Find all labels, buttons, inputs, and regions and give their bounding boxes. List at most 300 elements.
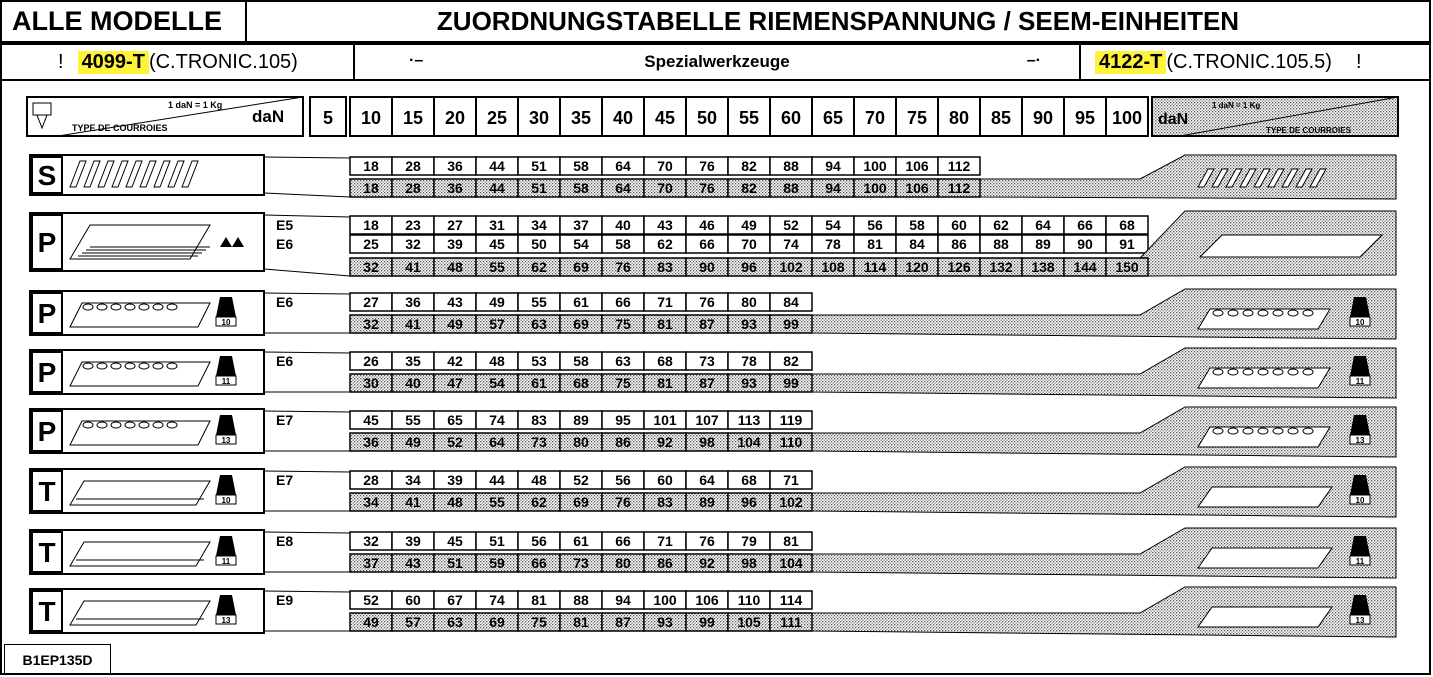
tension-value: 78 (825, 236, 841, 252)
engine-code: E5 (276, 217, 294, 233)
tension-value: 55 (489, 494, 505, 510)
tension-value: 45 (489, 236, 505, 252)
engine-code: E6 (276, 294, 294, 310)
tension-value: 96 (741, 259, 757, 275)
belt-tooth (139, 304, 149, 310)
trapezoid-belt-icon (1198, 548, 1332, 568)
tension-value: 66 (531, 555, 547, 571)
tension-value: 42 (447, 353, 463, 369)
tension-value: 68 (741, 472, 757, 488)
tension-value: 28 (363, 472, 379, 488)
tension-value: 49 (489, 294, 505, 310)
belt-tooth (1228, 369, 1238, 375)
tension-value: 36 (405, 294, 421, 310)
tool-ref-left: (C.TRONIC.105) (148, 50, 298, 73)
tension-value: 76 (699, 158, 715, 174)
profile-width: 11 (1355, 377, 1365, 386)
belt-tooth (1258, 369, 1268, 375)
tension-value: 80 (573, 434, 589, 450)
tension-value: 57 (405, 614, 421, 630)
tension-value: 132 (989, 259, 1013, 275)
belt-tooth (1273, 310, 1283, 316)
tools-heading: Spezialwerkzeuge (644, 52, 790, 71)
belt-tooth (1303, 369, 1313, 375)
tension-value: 92 (699, 555, 715, 571)
tension-value: 68 (657, 353, 673, 369)
tension-value: 44 (489, 158, 505, 174)
trapezoid-belt-icon (70, 601, 210, 625)
tension-value: 52 (573, 472, 589, 488)
tension-value: 32 (363, 259, 379, 275)
tension-value: 81 (531, 592, 547, 608)
scale-value: 90 (1032, 108, 1054, 128)
belt-tooth (1213, 428, 1223, 434)
tension-value: 58 (573, 158, 589, 174)
tension-value: 40 (615, 217, 631, 233)
profile-width: 10 (221, 496, 231, 505)
tension-value: 49 (405, 434, 421, 450)
tension-value: 44 (489, 180, 505, 196)
tension-value: 70 (741, 236, 757, 252)
scale-value: 85 (990, 108, 1012, 128)
engine-code: E6 (276, 236, 294, 252)
belt-tooth (83, 304, 93, 310)
tension-value: 67 (447, 592, 463, 608)
tension-value: 138 (1031, 259, 1055, 275)
tension-value: 83 (531, 412, 547, 428)
tension-value: 111 (780, 614, 802, 630)
tension-value: 36 (447, 180, 463, 196)
tension-value: 48 (447, 259, 463, 275)
tension-value: 51 (447, 555, 463, 571)
tension-value: 36 (363, 434, 379, 450)
tension-value: 60 (657, 472, 673, 488)
tension-value: 51 (531, 158, 547, 174)
tension-value: 55 (531, 294, 547, 310)
tension-value: 87 (699, 375, 715, 391)
belt-tooth (1288, 428, 1298, 434)
tension-value: 74 (783, 236, 799, 252)
tension-value: 76 (699, 533, 715, 549)
warning-mark: ! (58, 50, 64, 73)
tension-value: 110 (737, 592, 761, 608)
tension-value: 28 (405, 180, 421, 196)
tension-value: 58 (573, 180, 589, 196)
scale-value: 70 (864, 108, 886, 128)
belt-tooth (1258, 428, 1268, 434)
tension-value: 99 (783, 316, 799, 332)
belt-letter: S (37, 160, 57, 191)
tension-value: 23 (405, 217, 421, 233)
tension-value: 80 (741, 294, 757, 310)
tension-value: 64 (615, 158, 631, 174)
engine-code: E7 (276, 472, 294, 488)
tension-value: 49 (741, 217, 757, 233)
profile-width: 11 (221, 557, 231, 566)
tension-value: 53 (531, 353, 547, 369)
tension-value: 82 (741, 158, 757, 174)
tension-value: 57 (489, 316, 505, 332)
trapezoid-belt-icon (70, 481, 210, 505)
belt-tooth (153, 304, 163, 310)
scale-value: 60 (780, 108, 802, 128)
tension-value: 73 (531, 434, 547, 450)
belt-tooth (1303, 310, 1313, 316)
tension-value: 54 (825, 217, 841, 233)
tension-value: 37 (363, 555, 379, 571)
connector-line (264, 157, 350, 158)
tension-value: 150 (1115, 259, 1139, 275)
belt-tooth (1288, 310, 1298, 316)
profile-width: 13 (221, 436, 231, 445)
tension-value: 32 (405, 236, 421, 252)
belt-tooth (1213, 369, 1223, 375)
tension-value: 32 (363, 316, 379, 332)
profile-width: 13 (1355, 616, 1365, 625)
belt-tooth (83, 422, 93, 428)
tension-value: 102 (779, 494, 803, 510)
tension-value: 56 (615, 472, 631, 488)
tension-value: 91 (1119, 236, 1135, 252)
page-title: ZUORDNUNGSTABELLE RIEMENSPANNUNG / SEEM-EINHEITEN (245, 0, 1431, 43)
tension-value: 26 (363, 353, 379, 369)
scale-value: 55 (738, 108, 760, 128)
tension-value: 40 (405, 375, 421, 391)
tension-value: 106 (695, 592, 719, 608)
tension-value: 41 (405, 316, 421, 332)
tension-value: 88 (573, 592, 589, 608)
tension-value: 66 (615, 533, 631, 549)
tension-value: 76 (615, 494, 631, 510)
tension-value: 79 (741, 533, 757, 549)
tension-value: 68 (573, 375, 589, 391)
tension-value: 68 (1119, 217, 1135, 233)
tension-value: 61 (573, 294, 589, 310)
scale-value: 45 (654, 108, 676, 128)
belt-tooth (139, 422, 149, 428)
tension-value: 43 (447, 294, 463, 310)
tension-value: 58 (615, 236, 631, 252)
tension-value: 98 (741, 555, 757, 571)
tension-value: 89 (699, 494, 715, 510)
belt-tooth (1273, 428, 1283, 434)
tension-value: 86 (615, 434, 631, 450)
tension-value: 112 (947, 158, 971, 174)
tension-value: 69 (573, 259, 589, 275)
tension-value: 64 (699, 472, 715, 488)
tension-value: 58 (909, 217, 925, 233)
scale-value: 65 (822, 108, 844, 128)
profile-width: 10 (221, 318, 231, 327)
belt-letter: P (37, 298, 57, 329)
tension-value: 62 (657, 236, 673, 252)
tension-value: 27 (363, 294, 379, 310)
tension-value: 86 (951, 236, 967, 252)
tension-value: 84 (783, 294, 799, 310)
tension-value: 34 (531, 217, 547, 233)
tension-value: 41 (405, 259, 421, 275)
profile-width: 10 (1355, 496, 1365, 505)
models-title: ALLE MODELLE (0, 0, 247, 43)
belt-type-label: TYPE DE COURROIES (72, 123, 168, 133)
tension-value: 94 (825, 158, 841, 174)
trapezoid-belt-icon (1198, 607, 1332, 627)
tension-value: 88 (993, 236, 1009, 252)
belt-tooth (1288, 369, 1298, 375)
belt-tooth (1303, 428, 1313, 434)
belt-tooth (1273, 369, 1283, 375)
scale-value: 35 (570, 108, 592, 128)
tension-value: 37 (573, 217, 589, 233)
tension-value: 45 (363, 412, 379, 428)
tension-value: 81 (657, 375, 673, 391)
tension-value: 70 (657, 158, 673, 174)
tension-value: 76 (615, 259, 631, 275)
tension-value: 74 (489, 592, 505, 608)
tension-value: 62 (531, 259, 547, 275)
tension-value: 65 (447, 412, 463, 428)
tension-value: 56 (867, 217, 883, 233)
tension-value: 93 (741, 375, 757, 391)
tension-value: 83 (657, 259, 673, 275)
tension-value: 71 (657, 533, 673, 549)
tension-value: 114 (779, 592, 803, 608)
tension-value: 63 (531, 316, 547, 332)
tension-value: 62 (531, 494, 547, 510)
belt-tooth (111, 363, 121, 369)
profile-width: 11 (221, 377, 231, 386)
unit-note: 1 daN = 1 Kg (1212, 101, 1261, 110)
tension-value: 25 (363, 236, 379, 252)
tension-value: 99 (699, 614, 715, 630)
belt-tooth (167, 304, 177, 310)
tension-value: 52 (363, 592, 379, 608)
tension-value: 144 (1073, 259, 1097, 275)
belt-tooth (111, 304, 121, 310)
tension-value: 18 (363, 158, 379, 174)
tension-value: 90 (1077, 236, 1093, 252)
tension-value: 105 (737, 614, 761, 630)
scale-value: 10 (360, 108, 382, 128)
tension-value: 73 (573, 555, 589, 571)
tension-value: 106 (905, 180, 929, 196)
belt-tooth (97, 422, 107, 428)
trapezoid-belt-icon (70, 542, 210, 566)
belt-tooth (83, 363, 93, 369)
tension-value: 34 (405, 472, 421, 488)
tension-value: 100 (653, 592, 677, 608)
tension-value: 71 (783, 472, 799, 488)
belt-tooth (1243, 369, 1253, 375)
tool-number-right: 4122-T (1095, 51, 1166, 74)
profile-width: 11 (1355, 557, 1365, 566)
tension-value: 81 (867, 236, 883, 252)
connector-line (264, 269, 350, 276)
tension-value: 55 (489, 259, 505, 275)
tension-value: 50 (531, 236, 547, 252)
tension-value: 61 (573, 533, 589, 549)
poly-v-belt-icon (70, 225, 210, 259)
tension-value: 100 (863, 158, 887, 174)
belt-tooth (1213, 310, 1223, 316)
tension-value: 93 (741, 316, 757, 332)
tension-value: 112 (947, 180, 971, 196)
poly-v-belt-icon (1200, 235, 1382, 257)
tension-value: 75 (615, 375, 631, 391)
tension-value: 44 (489, 472, 505, 488)
tension-value: 99 (783, 375, 799, 391)
tension-value: 66 (1077, 217, 1093, 233)
scale-value: 30 (528, 108, 550, 128)
tension-value: 64 (615, 180, 631, 196)
tension-value: 104 (779, 555, 803, 571)
tension-value: 63 (615, 353, 631, 369)
tension-value: 48 (531, 472, 547, 488)
tension-value: 108 (821, 259, 845, 275)
engine-code: E8 (276, 533, 294, 549)
tension-value: 87 (615, 614, 631, 630)
belt-letter: P (37, 357, 57, 388)
shaded-band (980, 155, 1396, 199)
belt-tooth (97, 304, 107, 310)
tension-value: 69 (489, 614, 505, 630)
tension-value: 74 (489, 412, 505, 428)
tension-value: 78 (741, 353, 757, 369)
scale-value: 95 (1074, 108, 1096, 128)
scale-value: 50 (696, 108, 718, 128)
tension-value: 106 (905, 158, 929, 174)
belt-tooth (125, 422, 135, 428)
tension-value: 98 (699, 434, 715, 450)
tension-value: 43 (657, 217, 673, 233)
belt-type-label: TYPE DE COURROIES (1266, 126, 1351, 135)
tension-value: 89 (573, 412, 589, 428)
unit-note: 1 daN = 1 Kg (168, 100, 223, 110)
belt-tooth (1258, 310, 1268, 316)
engine-code: E9 (276, 592, 294, 608)
tension-value: 94 (615, 592, 631, 608)
tension-value: 55 (405, 412, 421, 428)
tension-value: 28 (405, 158, 421, 174)
belt-tooth (1243, 310, 1253, 316)
tension-value: 81 (657, 316, 673, 332)
tension-value: 52 (447, 434, 463, 450)
scale-value: 20 (444, 108, 466, 128)
tension-value: 69 (573, 316, 589, 332)
belt-tooth (1228, 310, 1238, 316)
belt-tooth (153, 363, 163, 369)
tension-value: 76 (699, 180, 715, 196)
belt-tooth (1243, 428, 1253, 434)
tension-value: 64 (1035, 217, 1051, 233)
tension-value: 102 (779, 259, 803, 275)
scale-value: 25 (486, 108, 508, 128)
tension-value: 51 (489, 533, 505, 549)
trapezoid-belt-icon (1198, 487, 1332, 507)
profile-width: 13 (221, 616, 231, 625)
scale-value: 5 (322, 108, 334, 128)
tension-value: 94 (825, 180, 841, 196)
engine-code: E7 (276, 412, 294, 428)
tension-value: 88 (783, 180, 799, 196)
tension-value: 49 (447, 316, 463, 332)
belt-letter: P (37, 227, 57, 258)
tension-value: 66 (699, 236, 715, 252)
connector-line (264, 193, 350, 197)
belt-tooth (139, 363, 149, 369)
tension-value: 90 (699, 259, 715, 275)
scale-value: 75 (906, 108, 928, 128)
tension-value: 43 (405, 555, 421, 571)
tension-value: 49 (363, 614, 379, 630)
tension-value: 66 (615, 294, 631, 310)
tension-value: 36 (447, 158, 463, 174)
belt-letter: P (37, 416, 57, 447)
tension-value: 87 (699, 316, 715, 332)
tension-value: 107 (695, 412, 719, 428)
tension-value: 41 (405, 494, 421, 510)
unit-label: daN (252, 107, 285, 126)
tension-value: 60 (405, 592, 421, 608)
tension-value: 35 (405, 353, 421, 369)
tension-value: 82 (783, 353, 799, 369)
tension-value: 56 (531, 533, 547, 549)
tension-value: 63 (447, 614, 463, 630)
tension-value: 51 (531, 180, 547, 196)
tension-value: 47 (447, 375, 463, 391)
belt-letter: T (38, 537, 56, 568)
belt-section-icon (33, 103, 51, 115)
unit-label: daN (1158, 111, 1189, 128)
scale-value: 80 (948, 108, 970, 128)
belt-letter: T (38, 596, 56, 627)
tension-value: 100 (863, 180, 887, 196)
tension-value: 31 (489, 217, 505, 233)
tension-value: 119 (779, 412, 803, 428)
tension-value: 58 (573, 353, 589, 369)
tension-value: 54 (489, 375, 505, 391)
belt-tooth (111, 422, 121, 428)
tension-value: 126 (947, 259, 971, 275)
belt-tooth (167, 422, 177, 428)
belt-tooth (125, 363, 135, 369)
tension-value: 110 (779, 434, 803, 450)
tension-value: 69 (573, 494, 589, 510)
tension-value: 83 (657, 494, 673, 510)
tension-value: 92 (657, 434, 673, 450)
tension-value: 39 (447, 236, 463, 252)
tension-value: 64 (489, 434, 505, 450)
tension-value: 88 (783, 158, 799, 174)
tension-value: 61 (531, 375, 547, 391)
dash-left: ·– (409, 52, 424, 69)
warning-mark: ! (1355, 50, 1362, 73)
tension-value: 54 (573, 236, 589, 252)
tension-value: 81 (783, 533, 799, 549)
belt-letter: T (38, 476, 56, 507)
belt-tooth (125, 304, 135, 310)
belt-tooth (97, 363, 107, 369)
tension-value: 75 (531, 614, 547, 630)
tension-value: 32 (363, 533, 379, 549)
tension-value: 114 (863, 259, 887, 275)
tension-value: 71 (657, 294, 673, 310)
tension-value: 48 (447, 494, 463, 510)
tension-value: 46 (699, 217, 715, 233)
tension-value: 27 (447, 217, 463, 233)
belt-tooth (167, 363, 177, 369)
tension-value: 89 (1035, 236, 1051, 252)
